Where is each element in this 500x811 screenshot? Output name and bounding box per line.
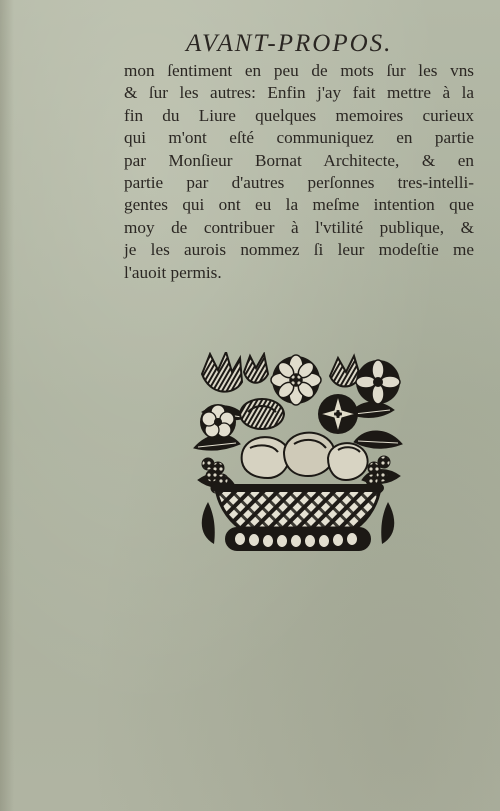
text-line: fin du Liure quelques memoires curieux	[124, 105, 474, 125]
body-text	[124, 60, 474, 284]
text-line: moy de contribuer à l'vtilité publique, &	[124, 217, 474, 237]
text-line: mon ſentiment en peu de mots ſur les vns	[124, 61, 474, 80]
text-line: & ſur les autres: Enfin j'ay fait mettre à la	[124, 83, 474, 103]
text-line: gentes qui ont eu la meſme intention que	[124, 195, 474, 215]
text-line: je les aurois nommez ſi leur modeſtie me	[124, 240, 474, 260]
text-line: par Monſieur Bornat Architecte, & en	[124, 150, 474, 170]
text-line: partie par d'autres perſonnes tres-intelli-	[124, 172, 474, 192]
text-line: l'auoit permis.	[124, 262, 222, 282]
running-head: AVANT-PROPOS.	[186, 30, 393, 57]
flower-basket-icon	[188, 352, 408, 562]
text-line: qui m'ont eſté communiquez en partie	[124, 128, 474, 148]
